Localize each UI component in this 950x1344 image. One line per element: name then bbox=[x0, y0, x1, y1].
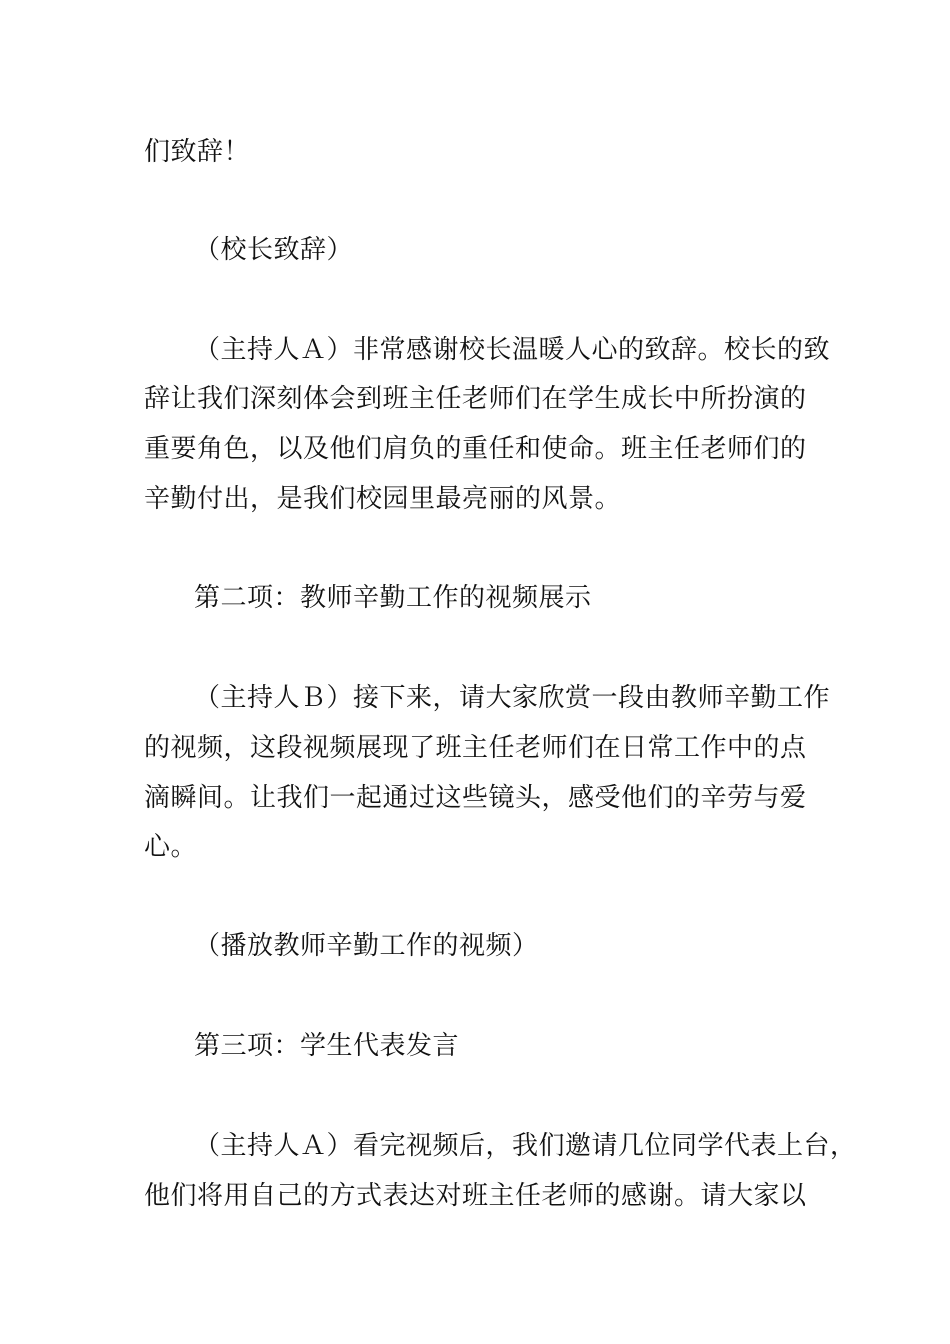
paragraph-line: 辛勤付出，是我们校园里最亮丽的风景。 bbox=[144, 484, 622, 514]
paragraph-line: （主持人Ａ）看完视频后，我们邀请几位同学代表上台， bbox=[194, 1131, 857, 1161]
paragraph-line: 他们将用自己的方式表达对班主任老师的感谢。请大家以 bbox=[144, 1181, 807, 1211]
stage-direction: （播放教师辛勤工作的视频） bbox=[194, 931, 539, 961]
paragraph-line: 心。 bbox=[144, 832, 198, 862]
stage-direction: （校长致辞） bbox=[194, 235, 354, 265]
paragraph-line: 滴瞬间。让我们一起通过这些镜头，感受他们的辛劳与爱 bbox=[144, 783, 807, 813]
paragraph-line: （主持人Ａ）非常感谢校长温暖人心的致辞。校长的致 bbox=[194, 335, 831, 365]
section-heading: 第三项：学生代表发言 bbox=[194, 1031, 460, 1061]
section-heading: 第二项：教师辛勤工作的视频展示 bbox=[194, 583, 592, 613]
paragraph-line: 的视频，这段视频展现了班主任老师们在日常工作中的点 bbox=[144, 733, 807, 763]
paragraph-line: 辞让我们深刻体会到班主任老师们在学生成长中所扮演的 bbox=[144, 384, 807, 414]
paragraph-line: （主持人Ｂ）接下来，请大家欣赏一段由教师辛勤工作 bbox=[194, 683, 831, 713]
paragraph-line: 们致辞！ bbox=[144, 137, 251, 167]
paragraph-line: 重要角色，以及他们肩负的重任和使命。班主任老师们的 bbox=[144, 434, 807, 464]
